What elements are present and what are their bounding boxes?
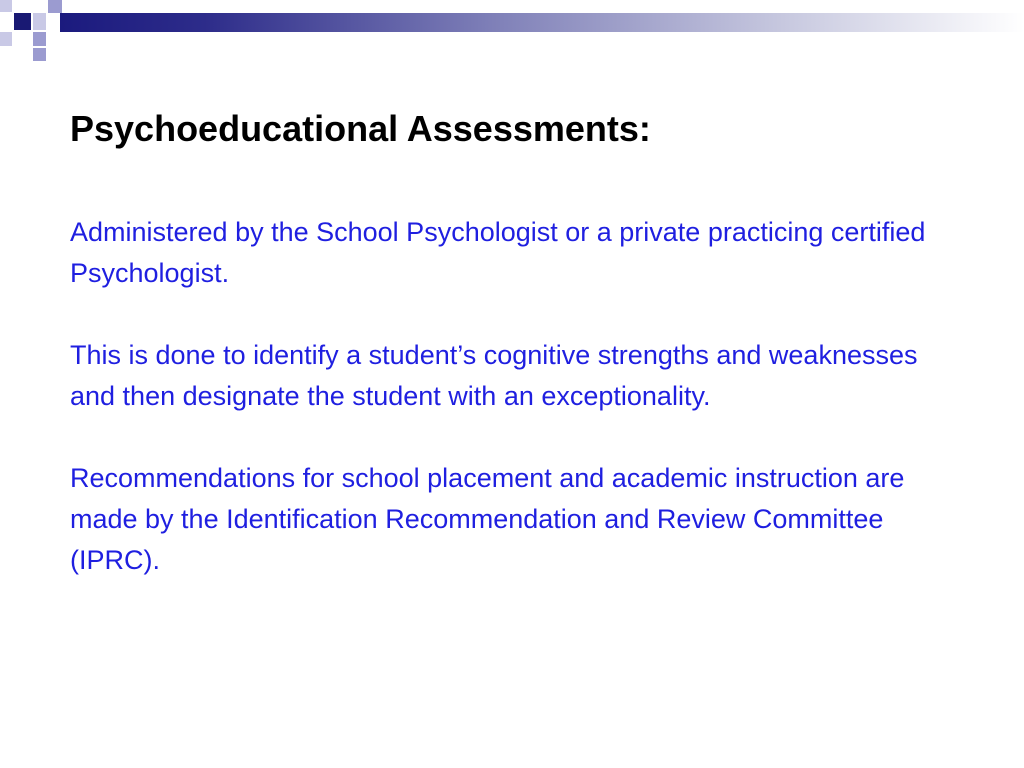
- decor-square-light: [33, 13, 46, 30]
- decor-square-navy: [14, 13, 31, 30]
- slide-body: [70, 212, 970, 622]
- paragraph-purpose: This is done to identify a student’s cognitive strengths and weaknesses and then designate the student with an exceptionality.: [70, 340, 918, 411]
- paragraph-administered-by: Administered by the School Psychologist or a private practicing certified Psychologist.: [70, 217, 926, 288]
- decor-square-mid: [33, 48, 46, 61]
- header-gradient-bar: [60, 13, 1024, 32]
- decor-square-light: [0, 0, 12, 12]
- decor-square-mid: [48, 0, 62, 13]
- paragraph-recommendations: Recommendations for school placement and academic instruction are made by the Identification Recommendation and Review Committee (IPRC).: [70, 463, 905, 575]
- slide-title: Psychoeducational Assessments:: [70, 108, 651, 149]
- decor-square-mid: [33, 32, 46, 46]
- decor-square-light: [0, 32, 12, 46]
